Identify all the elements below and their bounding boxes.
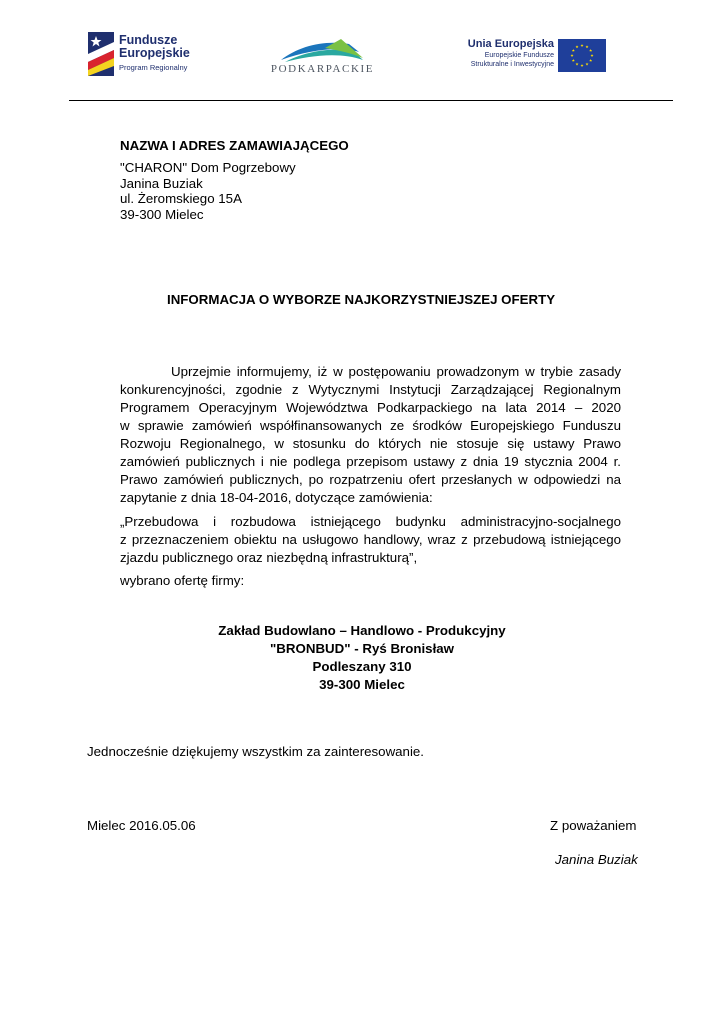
- fundusze-europejskie-wordmark: [119, 34, 190, 74]
- winner-line: Podleszany 310: [312, 659, 412, 674]
- contracting-line: "CHARON" Dom Pogrzebowy: [120, 160, 296, 175]
- podkarpackie-label: PODKARPACKIE: [270, 63, 375, 75]
- document-title: INFORMACJA O WYBORZE NAJKORZYSTNIEJSZEJ OFERTY: [167, 292, 556, 307]
- header-logos: [0, 0, 725, 100]
- unia-europejska-logo: [446, 38, 606, 74]
- ue-title: Unia Europejska: [467, 38, 554, 50]
- quote-line: „Przebudowa i rozbudowa istniejącego budynku administracyjno-socjalnego: [120, 514, 621, 529]
- thanks-text: Jednocześnie dziękujemy wszystkim za zainteresowanie.: [87, 744, 424, 759]
- contracting-line: Janina Buziak: [120, 176, 203, 191]
- contracting-heading: NAZWA I ADRES ZAMAWIAJĄCEGO: [120, 138, 349, 153]
- header-divider: [69, 100, 673, 101]
- body-line: zapytanie z dnia 18-04-2016, dotyczące zamówienia:: [120, 490, 433, 505]
- winner-line: 39-300 Mielec: [319, 677, 405, 692]
- place-date: Mielec 2016.05.06: [87, 818, 196, 833]
- ue-sub1: Europejskie Fundusze: [484, 52, 554, 59]
- winner-line: Zakład Budowlano – Handlowo - Produkcyjny: [218, 623, 506, 638]
- fe-line2: Europejskie: [119, 46, 190, 60]
- chosen-offer-label: wybrano ofertę firmy:: [120, 573, 245, 588]
- body-line: [120, 363, 621, 381]
- body-line-text: Uprzejmie informujemy, iż w postępowaniu prowadzonym w trybie zasady: [171, 364, 621, 379]
- fe-line1: Fundusze: [119, 33, 178, 47]
- eu-flag-icon: [558, 39, 606, 72]
- fe-line3: Program Regionalny: [119, 63, 188, 72]
- contracting-line: ul. Żeromskiego 15A: [120, 191, 242, 206]
- body-line: zamówień publicznych i nie podlega przepisom ustawy z dnia 19 stycznia 2004 r.: [120, 454, 621, 469]
- body-line: w sprawie zamówień współfinansowanych ze środków Europejskiego Funduszu: [120, 418, 621, 433]
- body-line: Rozwoju Regionalnego, w stosunku do których nie stosuje się ustawy Prawo: [120, 436, 621, 451]
- contracting-line: 39-300 Mielec: [120, 207, 204, 222]
- ue-wordmark: [468, 38, 554, 69]
- closing: Z poważaniem: [550, 818, 637, 833]
- podkarpackie-logo: [265, 38, 380, 78]
- body-line: Prawo zamówień publicznych, po rozpatrzeniu ofert przesłanych w odpowiedzi na: [120, 472, 621, 487]
- quote-line: z przeznaczeniem obiektu na usługowo handlowy, wraz z przebudową istniejącego: [120, 532, 621, 547]
- quote-line: zjazdu publicznego oraz niezbędną infrastrukturą”,: [120, 550, 418, 565]
- body-line: Programem Operacyjnym Województwa Podkarpackiego na lata 2014 – 2020: [120, 400, 621, 415]
- podkarpackie-hills-icon: [279, 38, 364, 64]
- body-line: konkurencyjności, zgodnie z Wytycznymi Instytucji Zarządzającej Regionalnym: [120, 382, 621, 397]
- winner-line: "BRONBUD" - Ryś Bronisław: [269, 641, 454, 656]
- fundusze-europejskie-logo: [88, 30, 208, 78]
- fundusze-europejskie-mark-icon: [88, 32, 114, 76]
- signature: Janina Buziak: [555, 852, 638, 867]
- ue-sub2: Strukturalne i Inwestycyjne: [470, 61, 554, 68]
